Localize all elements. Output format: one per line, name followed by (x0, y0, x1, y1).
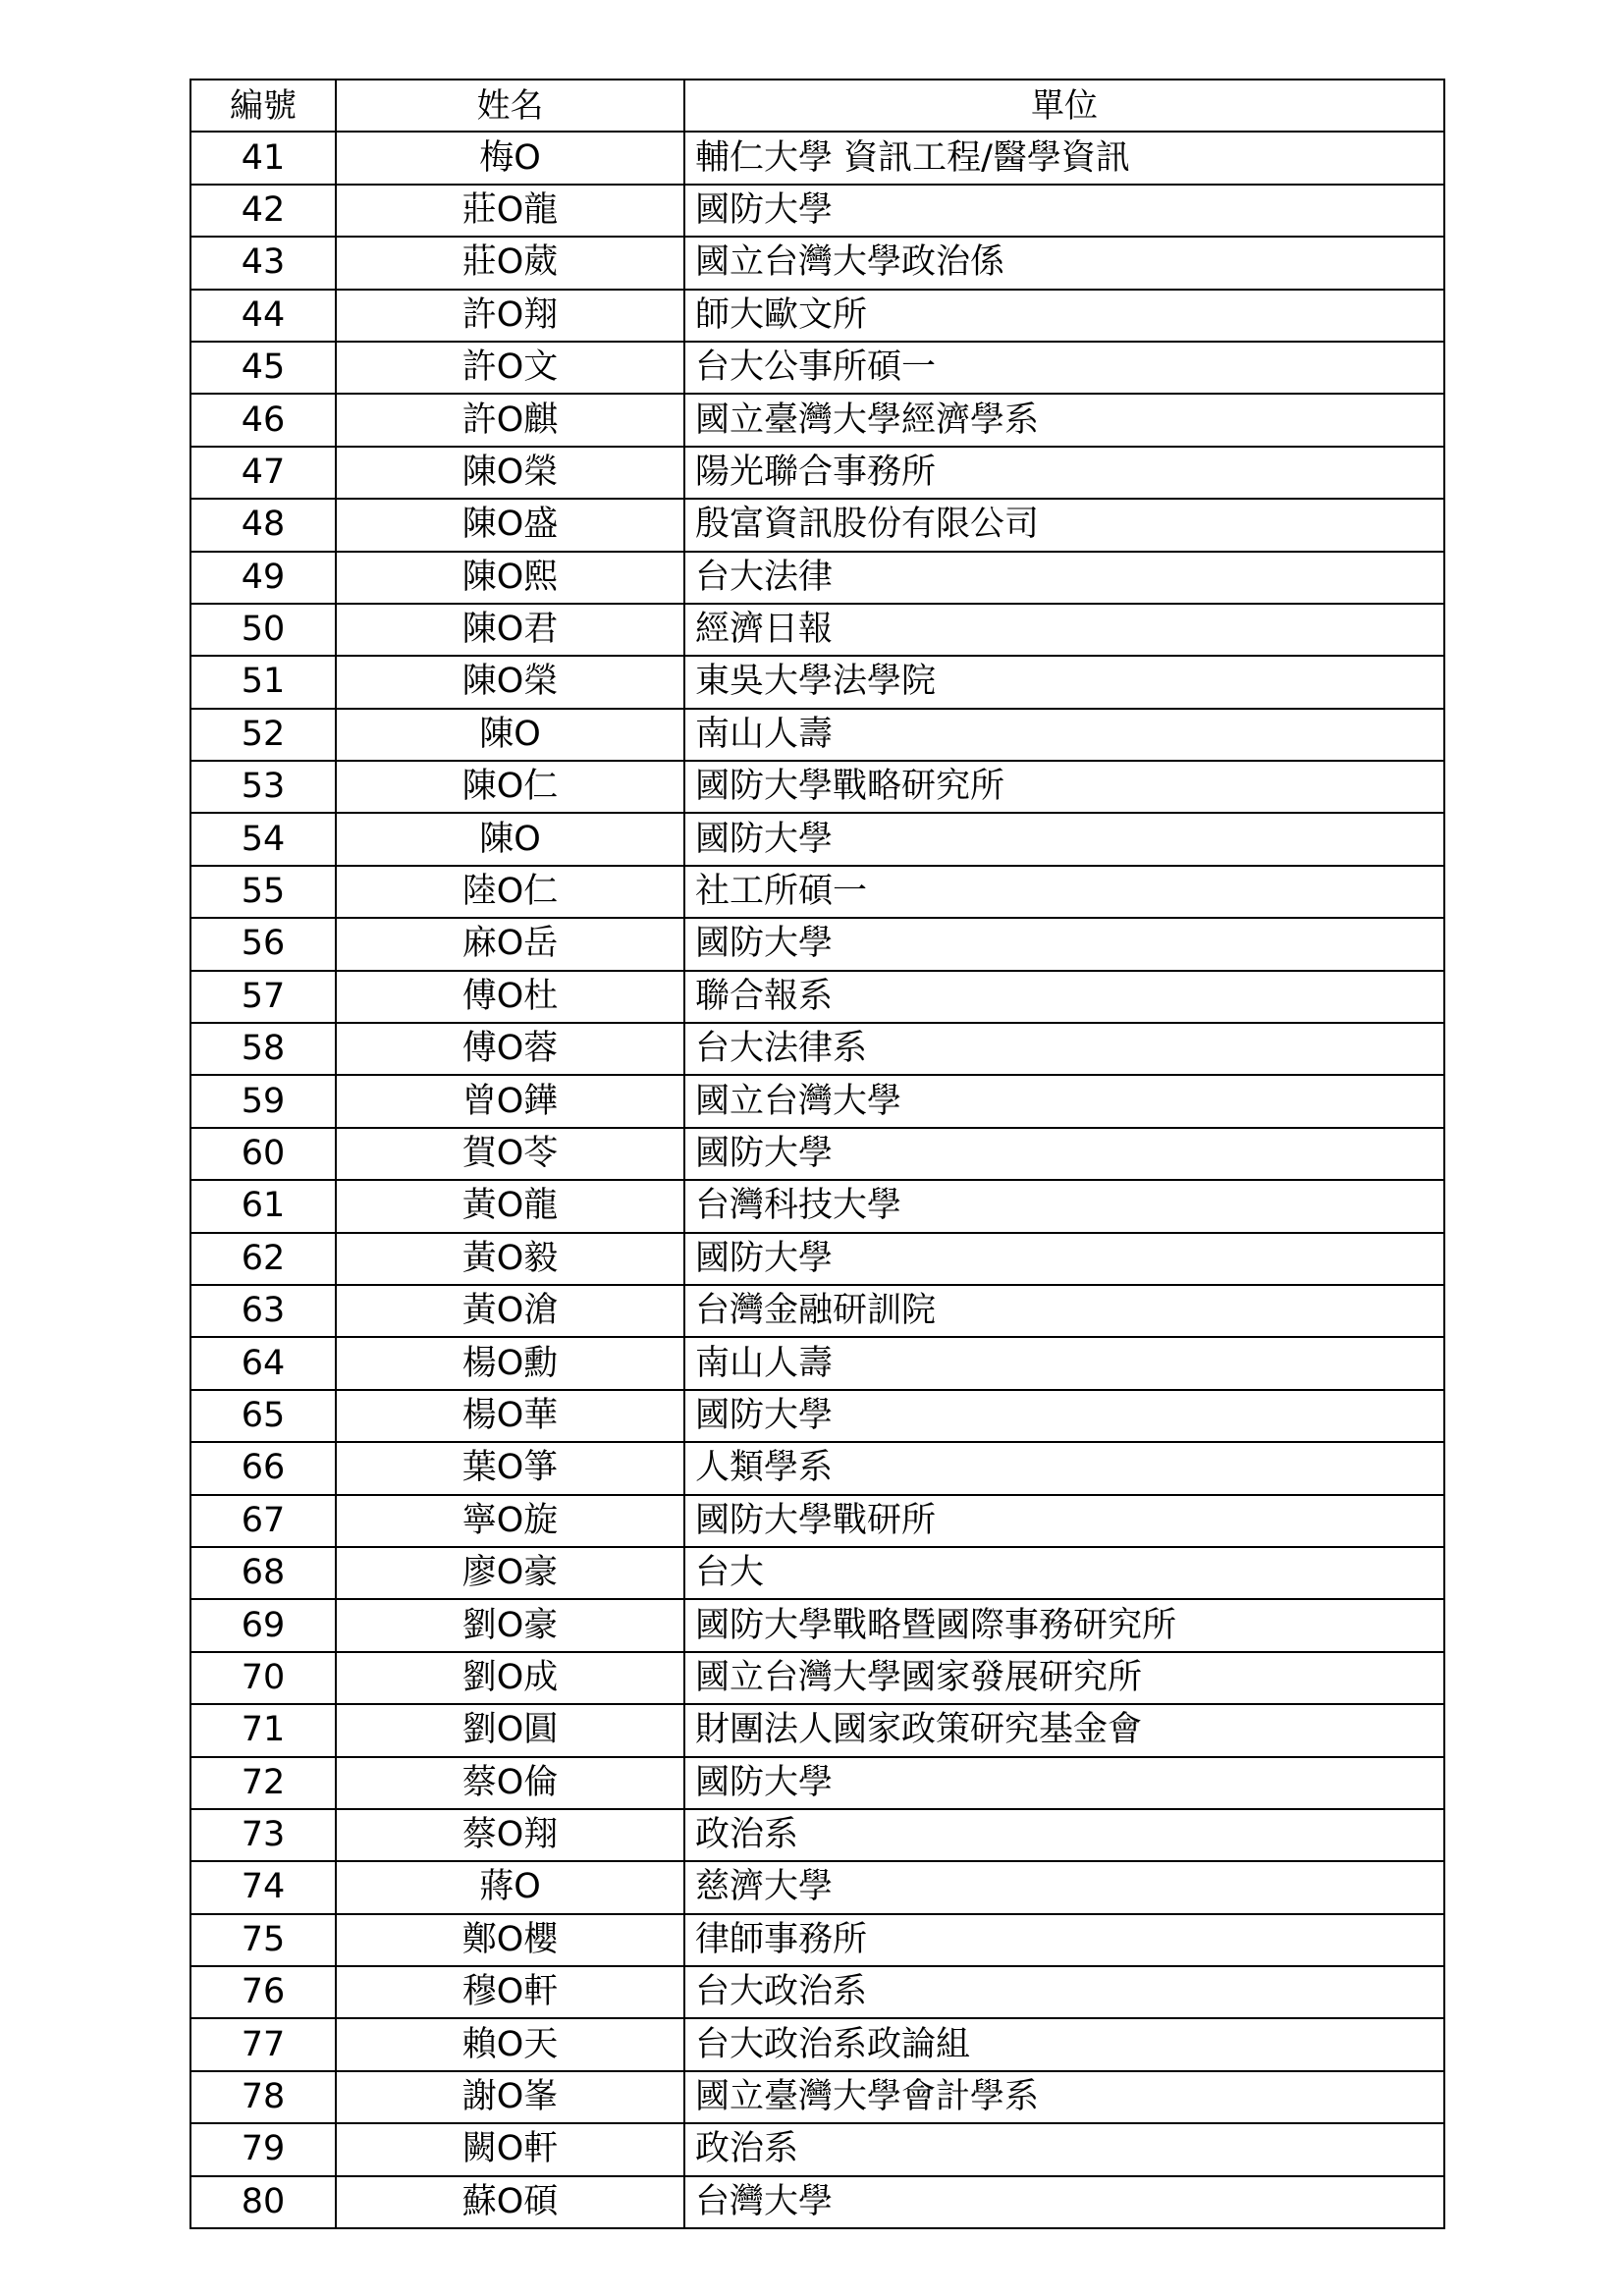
row-name: 黃O龍 (336, 1180, 684, 1232)
header-unit: 單位 (684, 80, 1444, 132)
table-row (190, 1966, 1444, 2018)
row-name: 賴O天 (336, 2018, 684, 2070)
row-name: 陳O榮 (336, 656, 684, 708)
row-number: 66 (190, 1442, 336, 1494)
row-number: 59 (190, 1075, 336, 1127)
table-row (190, 761, 1444, 813)
row-name: 陳O盛 (336, 499, 684, 551)
row-unit: 慈濟大學 (684, 1861, 1444, 1913)
row-unit: 國立臺灣大學經濟學系 (684, 394, 1444, 446)
row-name: 許O翔 (336, 290, 684, 342)
table-row (190, 1652, 1444, 1704)
row-name: 傅O蓉 (336, 1023, 684, 1075)
table-row (190, 1180, 1444, 1232)
row-unit: 國防大學 (684, 1390, 1444, 1442)
row-name: 陸O仁 (336, 866, 684, 918)
table-row (190, 971, 1444, 1023)
table-row (190, 1861, 1444, 1913)
row-unit: 台大政治系 (684, 1966, 1444, 2018)
row-name: 楊O華 (336, 1390, 684, 1442)
row-unit: 國立台灣大學政治係 (684, 237, 1444, 289)
row-unit: 社工所碩一 (684, 866, 1444, 918)
table-body (190, 132, 1444, 2228)
row-number: 57 (190, 971, 336, 1023)
table-row (190, 132, 1444, 184)
table-row (190, 918, 1444, 970)
table-row (190, 2123, 1444, 2175)
table-row (190, 290, 1444, 342)
row-unit: 殷富資訊股份有限公司 (684, 499, 1444, 551)
row-unit: 台灣科技大學 (684, 1180, 1444, 1232)
row-number: 80 (190, 2176, 336, 2228)
row-number: 49 (190, 552, 336, 604)
row-name: 陳O君 (336, 604, 684, 656)
row-name: 廖O豪 (336, 1547, 684, 1599)
row-unit: 台灣金融研訓院 (684, 1285, 1444, 1337)
table-row (190, 1757, 1444, 1809)
attendee-table (189, 79, 1445, 2229)
row-name: 陳O榮 (336, 447, 684, 499)
row-name: 傅O杜 (336, 971, 684, 1023)
row-number: 69 (190, 1599, 336, 1651)
table-row (190, 604, 1444, 656)
row-name: 葉O箏 (336, 1442, 684, 1494)
row-unit: 國防大學 (684, 185, 1444, 237)
row-name: 蔡O倫 (336, 1757, 684, 1809)
row-number: 44 (190, 290, 336, 342)
row-unit: 台大法律 (684, 552, 1444, 604)
row-unit: 人類學系 (684, 1442, 1444, 1494)
table-row (190, 1390, 1444, 1442)
row-number: 45 (190, 342, 336, 394)
table-row (190, 185, 1444, 237)
row-name: 蔣O (336, 1861, 684, 1913)
row-unit: 台大政治系政論組 (684, 2018, 1444, 2070)
table-row (190, 447, 1444, 499)
table-row (190, 1285, 1444, 1337)
row-name: 蔡O翔 (336, 1809, 684, 1861)
row-unit: 國立臺灣大學會計學系 (684, 2071, 1444, 2123)
row-unit: 國防大學 (684, 1128, 1444, 1180)
row-number: 54 (190, 813, 336, 865)
row-number: 64 (190, 1337, 336, 1389)
row-number: 79 (190, 2123, 336, 2175)
row-name: 許O麒 (336, 394, 684, 446)
row-name: 賀O苓 (336, 1128, 684, 1180)
table-row (190, 1075, 1444, 1127)
row-number: 62 (190, 1233, 336, 1285)
row-unit: 財團法人國家政策研究基金會 (684, 1704, 1444, 1756)
table-row (190, 1547, 1444, 1599)
row-number: 47 (190, 447, 336, 499)
row-name: 曾O鏵 (336, 1075, 684, 1127)
row-unit: 台大法律系 (684, 1023, 1444, 1075)
table-row (190, 394, 1444, 446)
table-row (190, 2176, 1444, 2228)
table-row (190, 1809, 1444, 1861)
row-number: 58 (190, 1023, 336, 1075)
row-unit: 經濟日報 (684, 604, 1444, 656)
row-unit: 國防大學 (684, 918, 1444, 970)
table-row (190, 656, 1444, 708)
row-name: 莊O葳 (336, 237, 684, 289)
row-unit: 陽光聯合事務所 (684, 447, 1444, 499)
row-number: 48 (190, 499, 336, 551)
row-unit: 台大公事所碩一 (684, 342, 1444, 394)
row-name: 陳O (336, 813, 684, 865)
table-row (190, 1337, 1444, 1389)
row-number: 65 (190, 1390, 336, 1442)
row-number: 73 (190, 1809, 336, 1861)
row-number: 56 (190, 918, 336, 970)
row-unit: 東吳大學法學院 (684, 656, 1444, 708)
table-row (190, 342, 1444, 394)
row-number: 55 (190, 866, 336, 918)
table-row (190, 813, 1444, 865)
row-number: 60 (190, 1128, 336, 1180)
row-unit: 國防大學 (684, 813, 1444, 865)
row-unit: 國防大學 (684, 1233, 1444, 1285)
row-unit: 國防大學戰略暨國際事務研究所 (684, 1599, 1444, 1651)
row-name: 闕O軒 (336, 2123, 684, 2175)
row-unit: 聯合報系 (684, 971, 1444, 1023)
table-row (190, 1495, 1444, 1547)
table-row (190, 1704, 1444, 1756)
row-name: 陳O熙 (336, 552, 684, 604)
table-row (190, 1914, 1444, 1966)
row-number: 77 (190, 2018, 336, 2070)
row-unit: 國立台灣大學 (684, 1075, 1444, 1127)
row-name: 陳O仁 (336, 761, 684, 813)
header-name: 姓名 (336, 80, 684, 132)
row-unit: 南山人壽 (684, 1337, 1444, 1389)
row-name: 劉O圓 (336, 1704, 684, 1756)
row-name: 麻O岳 (336, 918, 684, 970)
row-number: 78 (190, 2071, 336, 2123)
row-number: 74 (190, 1861, 336, 1913)
row-name: 梅O (336, 132, 684, 184)
table-row (190, 237, 1444, 289)
row-name: 穆O軒 (336, 1966, 684, 2018)
row-unit: 輔仁大學 資訊工程/醫學資訊 (684, 132, 1444, 184)
row-number: 63 (190, 1285, 336, 1337)
row-name: 謝O峯 (336, 2071, 684, 2123)
row-number: 75 (190, 1914, 336, 1966)
table-row (190, 552, 1444, 604)
row-number: 41 (190, 132, 336, 184)
row-number: 51 (190, 656, 336, 708)
row-unit: 律師事務所 (684, 1914, 1444, 1966)
table-row (190, 2071, 1444, 2123)
row-name: 寧O旋 (336, 1495, 684, 1547)
table-row (190, 1599, 1444, 1651)
row-unit: 台灣大學 (684, 2176, 1444, 2228)
row-name: 陳O (336, 709, 684, 761)
row-unit: 國防大學戰略研究所 (684, 761, 1444, 813)
row-unit: 國防大學戰研所 (684, 1495, 1444, 1547)
row-name: 黃O毅 (336, 1233, 684, 1285)
row-name: 劉O成 (336, 1652, 684, 1704)
row-number: 68 (190, 1547, 336, 1599)
row-unit: 政治系 (684, 1809, 1444, 1861)
row-number: 43 (190, 237, 336, 289)
table-row (190, 1442, 1444, 1494)
row-number: 67 (190, 1495, 336, 1547)
row-name: 劉O豪 (336, 1599, 684, 1651)
row-unit: 台大 (684, 1547, 1444, 1599)
header-number: 編號 (190, 80, 336, 132)
row-unit: 南山人壽 (684, 709, 1444, 761)
row-number: 71 (190, 1704, 336, 1756)
table-header-row (190, 80, 1444, 132)
row-number: 46 (190, 394, 336, 446)
row-number: 61 (190, 1180, 336, 1232)
row-number: 70 (190, 1652, 336, 1704)
row-number: 50 (190, 604, 336, 656)
row-unit: 政治系 (684, 2123, 1444, 2175)
row-unit: 國防大學 (684, 1757, 1444, 1809)
row-number: 76 (190, 1966, 336, 2018)
table-row (190, 1233, 1444, 1285)
table-row (190, 2018, 1444, 2070)
row-unit: 國立台灣大學國家發展研究所 (684, 1652, 1444, 1704)
row-name: 鄭O櫻 (336, 1914, 684, 1966)
row-name: 莊O龍 (336, 185, 684, 237)
row-name: 許O文 (336, 342, 684, 394)
table-row (190, 866, 1444, 918)
row-number: 53 (190, 761, 336, 813)
row-number: 72 (190, 1757, 336, 1809)
row-name: 蘇O碩 (336, 2176, 684, 2228)
table-row (190, 499, 1444, 551)
row-name: 楊O勳 (336, 1337, 684, 1389)
row-name: 黃O滄 (336, 1285, 684, 1337)
table-row (190, 1023, 1444, 1075)
row-unit: 師大歐文所 (684, 290, 1444, 342)
row-number: 52 (190, 709, 336, 761)
table-row (190, 709, 1444, 761)
table-row (190, 1128, 1444, 1180)
row-number: 42 (190, 185, 336, 237)
